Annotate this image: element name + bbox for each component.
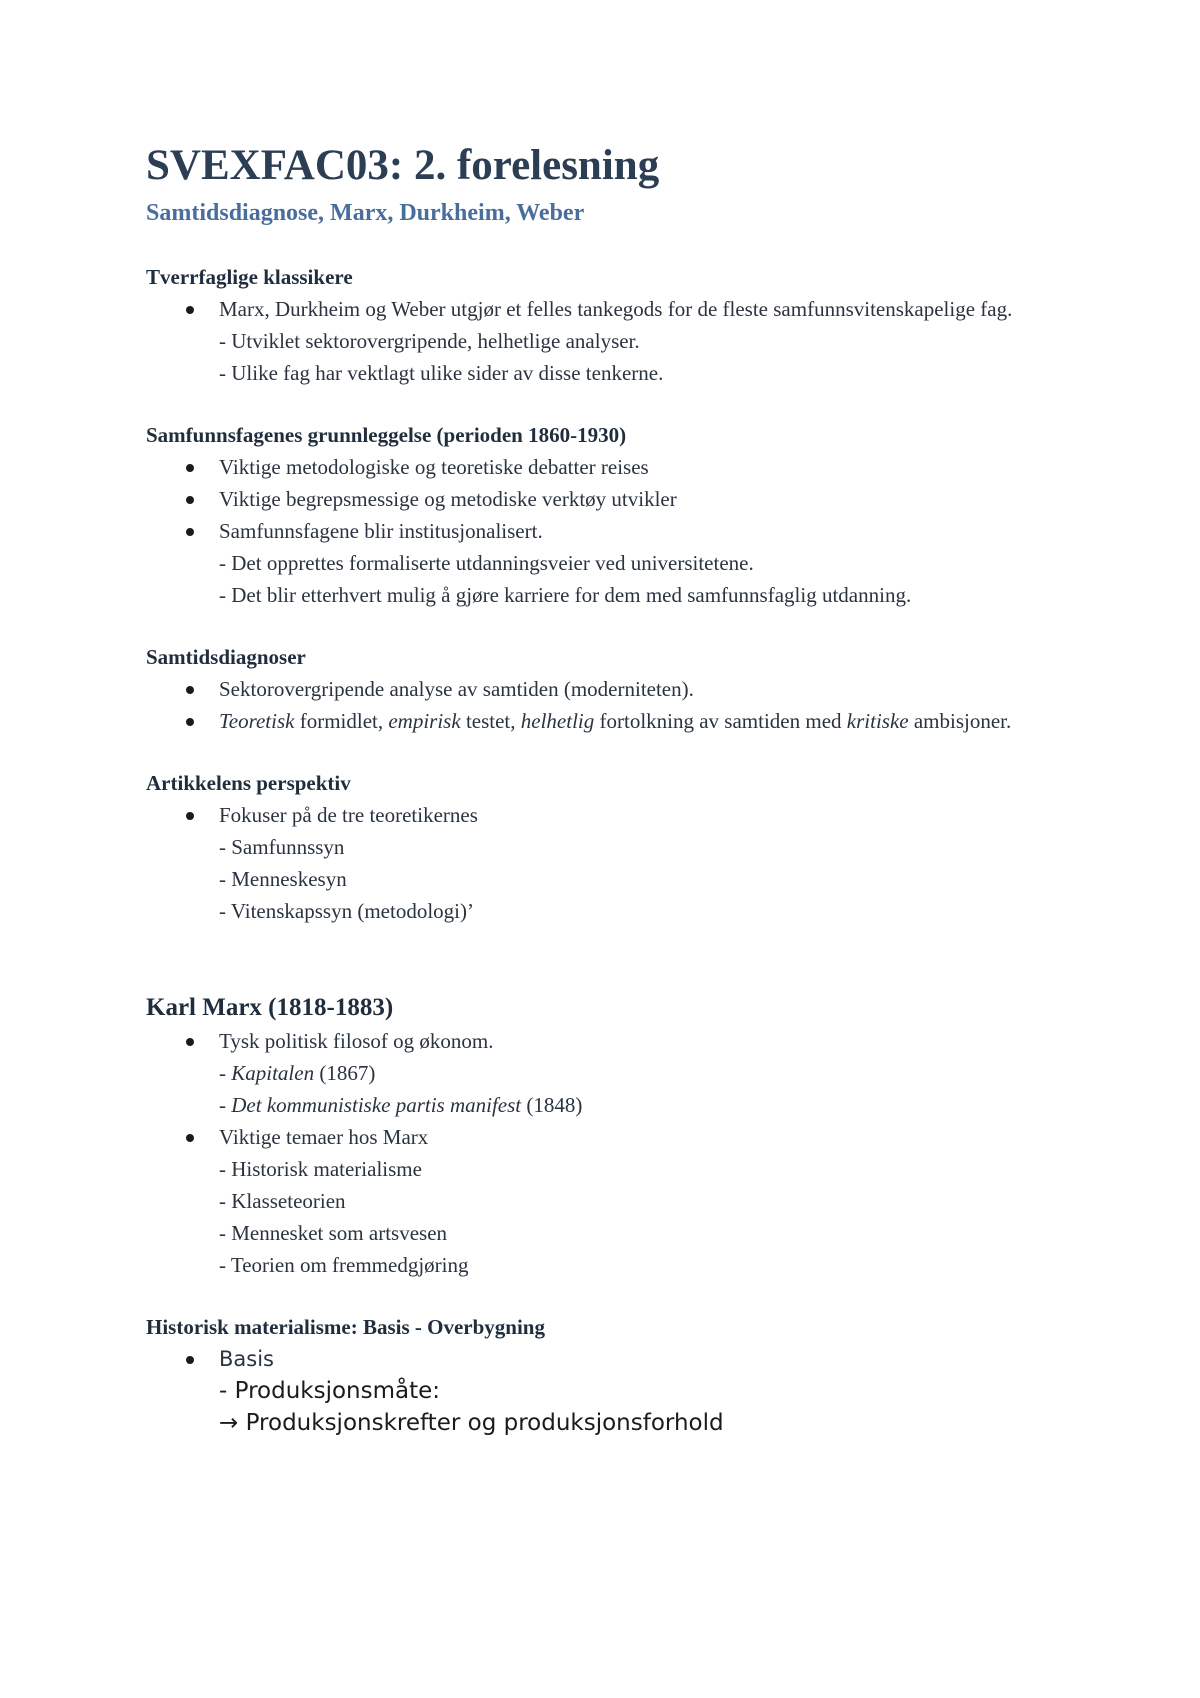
- section-historisk-materialisme: [146, 1311, 1076, 1439]
- sub-item: - Teorien om fremmedgjøring: [219, 1252, 469, 1277]
- italic-text: empirisk: [388, 708, 461, 733]
- list-item-text: Basis: [219, 1346, 274, 1371]
- section-heading: Samtidsdiagnoser: [146, 644, 306, 669]
- list-item-text: Sektorovergripende analyse av samtiden (moderniteten).: [219, 676, 694, 701]
- bullet-list: [146, 1343, 1076, 1439]
- bullet-list: [146, 293, 1076, 389]
- italic-text: Det kommunistiske partis manifest: [231, 1092, 522, 1117]
- bullet-list: [146, 1025, 1076, 1281]
- sub-item: - Produksjonsmåte:: [219, 1377, 441, 1404]
- page-title: SVEXFAC03: 2. forelesning: [146, 142, 660, 189]
- section-heading: Karl Marx (1818-1883): [146, 993, 394, 1021]
- italic-text: Teoretisk: [219, 708, 295, 733]
- list-item: [146, 451, 1076, 483]
- sub-item: - Mennesket som artsvesen: [219, 1220, 448, 1245]
- sub-item: [219, 1057, 1076, 1089]
- list-item-text: Viktige temaer hos Marx: [219, 1124, 429, 1149]
- section-heading: Artikkelens perspektiv: [146, 770, 351, 795]
- dash: -: [219, 1060, 232, 1085]
- section-tverrfaglige-klassikere: [146, 261, 1076, 389]
- sub-item: - Historisk materialisme: [219, 1156, 422, 1181]
- sub-item: [219, 1089, 1076, 1121]
- list-item: [146, 293, 1076, 389]
- list-item: [146, 1121, 1076, 1281]
- dash: -: [219, 1092, 232, 1117]
- italic-text: helhetlig: [520, 708, 595, 733]
- italic-text: Kapitalen: [231, 1060, 315, 1085]
- section-artikkelens-perspektiv: [146, 767, 1076, 927]
- sub-item: - Utviklet sektorovergripende, helhetlige analyser.: [219, 328, 640, 353]
- section-samfunnsfagenes-grunnleggelse: [146, 419, 1076, 611]
- list-item-text: fortolkning av samtiden med: [594, 708, 847, 733]
- list-item-text: ambisjoner.: [908, 708, 1012, 733]
- sub-item: - Det opprettes formaliserte utdanningsveier ved universitetene.: [219, 550, 754, 575]
- page-subtitle: Samtidsdiagnose, Marx, Durkheim, Weber: [146, 199, 585, 226]
- list-item: [146, 483, 1076, 515]
- section-heading: Samfunnsfagenes grunnleggelse (perioden 1860-1930): [146, 422, 627, 447]
- list-item-text: formidlet,: [294, 708, 389, 733]
- year-text: (1867): [314, 1060, 376, 1085]
- sub-item: - Klasseteorien: [219, 1188, 346, 1213]
- list-item-text: Tysk politisk filosof og økonom.: [219, 1028, 494, 1053]
- list-item: [146, 673, 1076, 705]
- year-text: (1848): [521, 1092, 583, 1117]
- list-item-text: Marx, Durkheim og Weber utgjør et felles tankegods for de fleste samfunnsvitenskapelige fag.: [219, 296, 1013, 321]
- list-item-text: testet,: [460, 708, 521, 733]
- bullet-list: [146, 451, 1076, 611]
- list-item: [146, 515, 1076, 611]
- list-item-text: Samfunnsfagene blir institusjonalisert.: [219, 518, 543, 543]
- list-item-text: Fokuser på de tre teoretikernes: [219, 802, 478, 827]
- section-heading: Tverrfaglige klassikere: [146, 264, 353, 289]
- sub-item: - Ulike fag har vektlagt ulike sider av disse tenkerne.: [219, 360, 664, 385]
- list-item-text: Viktige metodologiske og teoretiske debatter reises: [219, 454, 649, 479]
- sub-item: → Produksjonskrefter og produksjonsforhold: [219, 1409, 724, 1436]
- bullet-list: [146, 673, 1076, 737]
- list-item: [146, 1025, 1076, 1121]
- sub-item: - Det blir etterhvert mulig å gjøre karriere for dem med samfunnsfaglig utdanning.: [219, 582, 912, 607]
- list-item: [146, 705, 1076, 737]
- document-page: [146, 140, 1076, 1439]
- section-karl-marx: [146, 991, 1076, 1281]
- section-samtidsdiagnoser: [146, 641, 1076, 737]
- sub-item: - Menneskesyn: [219, 866, 347, 891]
- sub-item: - Samfunnssyn: [219, 834, 345, 859]
- list-item: [146, 799, 1076, 927]
- list-item: [146, 1343, 1076, 1439]
- sub-item: - Vitenskapssyn (metodologi)’: [219, 898, 474, 923]
- bullet-list: [146, 799, 1076, 927]
- italic-text: kritiske: [846, 708, 909, 733]
- section-heading: Historisk materialisme: Basis - Overbygning: [146, 1314, 545, 1339]
- list-item-text: Viktige begrepsmessige og metodiske verktøy utvikler: [219, 486, 677, 511]
